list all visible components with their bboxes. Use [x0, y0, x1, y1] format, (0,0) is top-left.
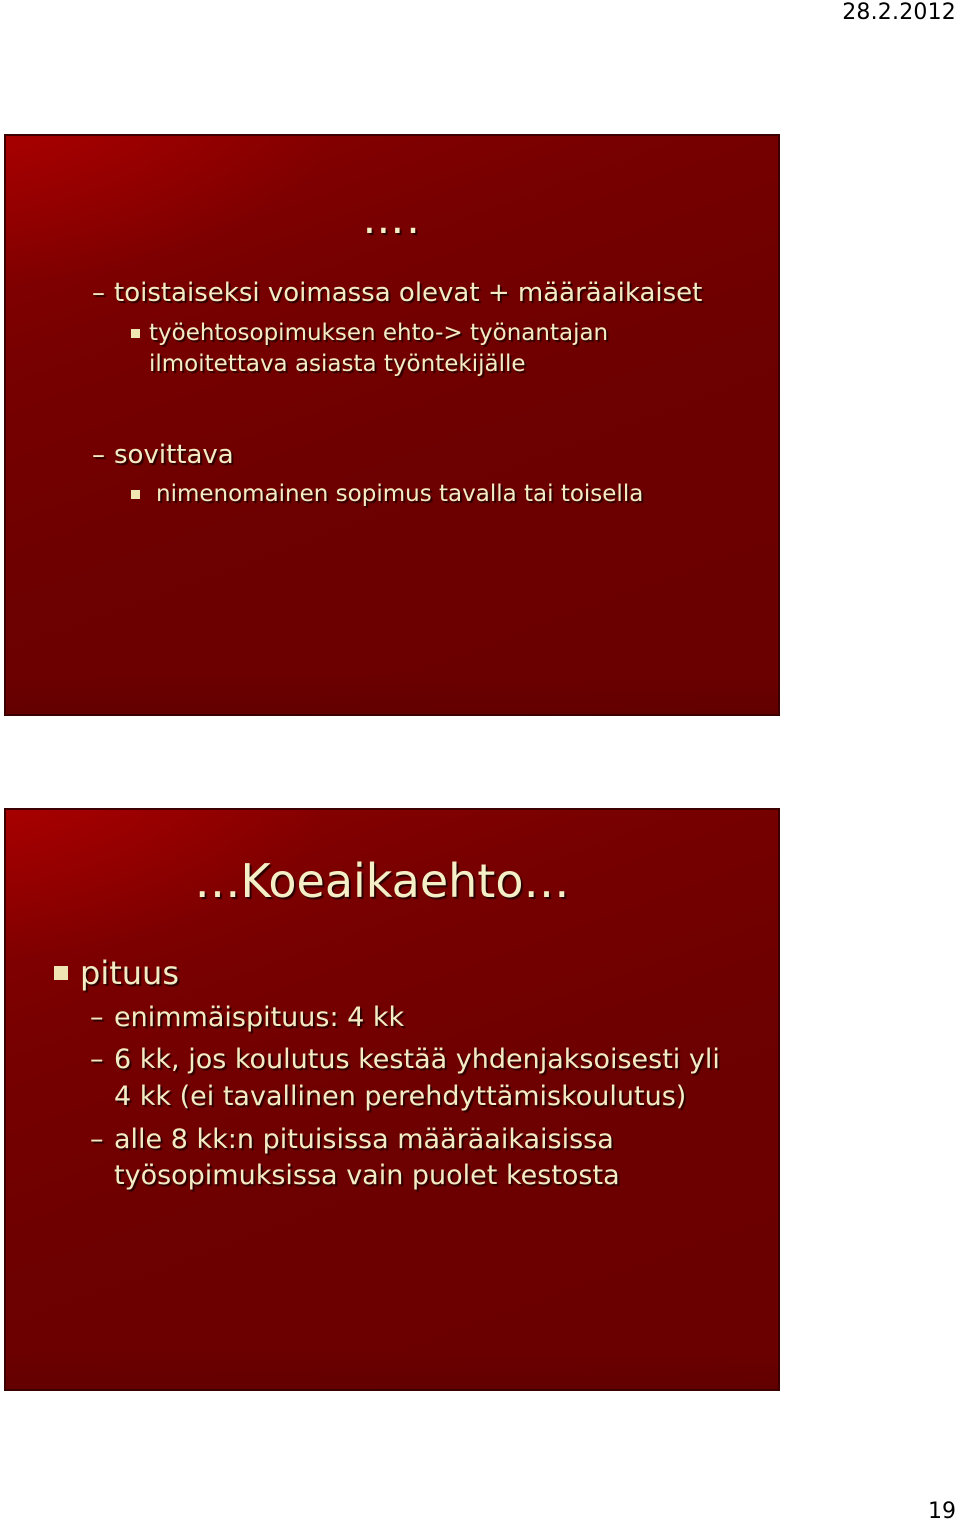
dash-bullet: –: [90, 1002, 104, 1033]
slide-1: [4, 134, 780, 716]
square-bullet-icon: [131, 490, 140, 499]
subitem-line-1: nimenomainen sopimus tavalla tai toisella: [156, 481, 644, 507]
slide-1-title: ….: [362, 194, 422, 243]
subitem-line-1: alle 8 kk:n pituisissa määräaikaisissa: [114, 1124, 614, 1155]
slide-2: [4, 808, 780, 1391]
square-bullet-icon: [131, 329, 140, 338]
page-date: 28.2.2012: [842, 0, 956, 25]
dash-bullet: –: [90, 1044, 104, 1075]
dash-bullet: –: [92, 440, 105, 470]
subitem-line-1: enimmäispituus: 4 kk: [114, 1002, 405, 1033]
dash-bullet: –: [90, 1124, 104, 1155]
page-number: 19: [928, 1499, 956, 1524]
item-text: sovittava: [114, 440, 234, 470]
item-text: pituus: [80, 954, 179, 992]
item-text: toistaiseksi voimassa olevat + määräaikaiset: [114, 278, 703, 308]
subitem-line-2: ilmoitettava asiasta työntekijälle: [149, 351, 526, 377]
slide-2-title: …Koeaikaehto…: [194, 854, 570, 908]
subitem-line-2: 4 kk (ei tavallinen perehdyttämiskoulutus): [114, 1081, 687, 1112]
subitem-line-1: työehtosopimuksen ehto-> työnantajan: [149, 320, 609, 346]
subitem-line-1: 6 kk, jos koulutus kestää yhdenjaksoisesti yli: [114, 1044, 720, 1075]
subitem-line-2: työsopimuksissa vain puolet kestosta: [114, 1160, 620, 1191]
dash-bullet: –: [92, 278, 105, 308]
square-bullet-icon: [54, 966, 68, 980]
